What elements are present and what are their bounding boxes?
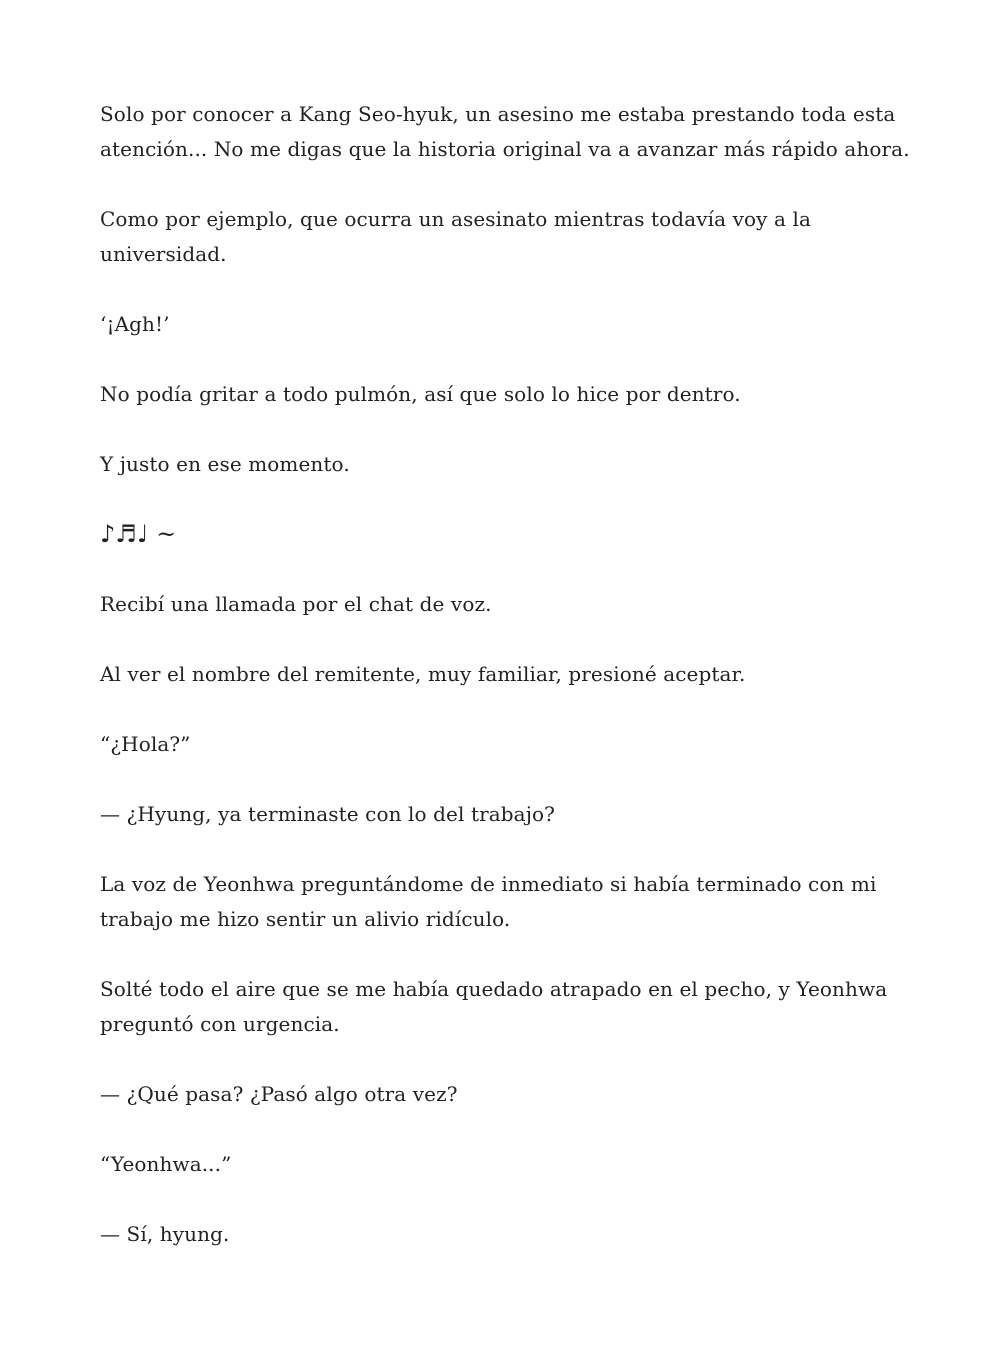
paragraph: ‘¡Agh!’ [100, 312, 170, 336]
paragraph: No podía gritar a todo pulmón, así que solo lo hice por dentro. [100, 382, 741, 406]
dialogue-line: “¿Hola?” [100, 732, 191, 756]
paragraph: Al ver el nombre del remitente, muy familiar, presioné aceptar. [100, 662, 746, 686]
paragraph: Y justo en ese momento. [100, 452, 350, 476]
paragraph: La voz de Yeonhwa preguntándome de inmediato si había terminado con mi trabajo me hizo sentir un alivio ridículo. [100, 872, 877, 931]
document-page [100, 97, 910, 1287]
music-notes-line: ♪♬♩ ~ [100, 520, 177, 548]
paragraph: Como por ejemplo, que ocurra un asesinato mientras todavía voy a la universidad. [100, 207, 812, 266]
dialogue-line: — Sí, hyung. [100, 1222, 230, 1246]
paragraph: Solté todo el aire que se me había quedado atrapado en el pecho, y Yeonhwa preguntó con urgencia. [100, 977, 888, 1036]
dialogue-line: — ¿Hyung, ya terminaste con lo del trabajo? [100, 802, 555, 826]
paragraph: Solo por conocer a Kang Seo-hyuk, un asesino me estaba prestando toda esta atención... No me digas que la historia original va a avanzar más rápido ahora. [100, 102, 910, 161]
paragraph: Recibí una llamada por el chat de voz. [100, 592, 492, 616]
dialogue-line: “Yeonhwa...” [100, 1152, 232, 1176]
dialogue-line: — ¿Qué pasa? ¿Pasó algo otra vez? [100, 1082, 458, 1106]
